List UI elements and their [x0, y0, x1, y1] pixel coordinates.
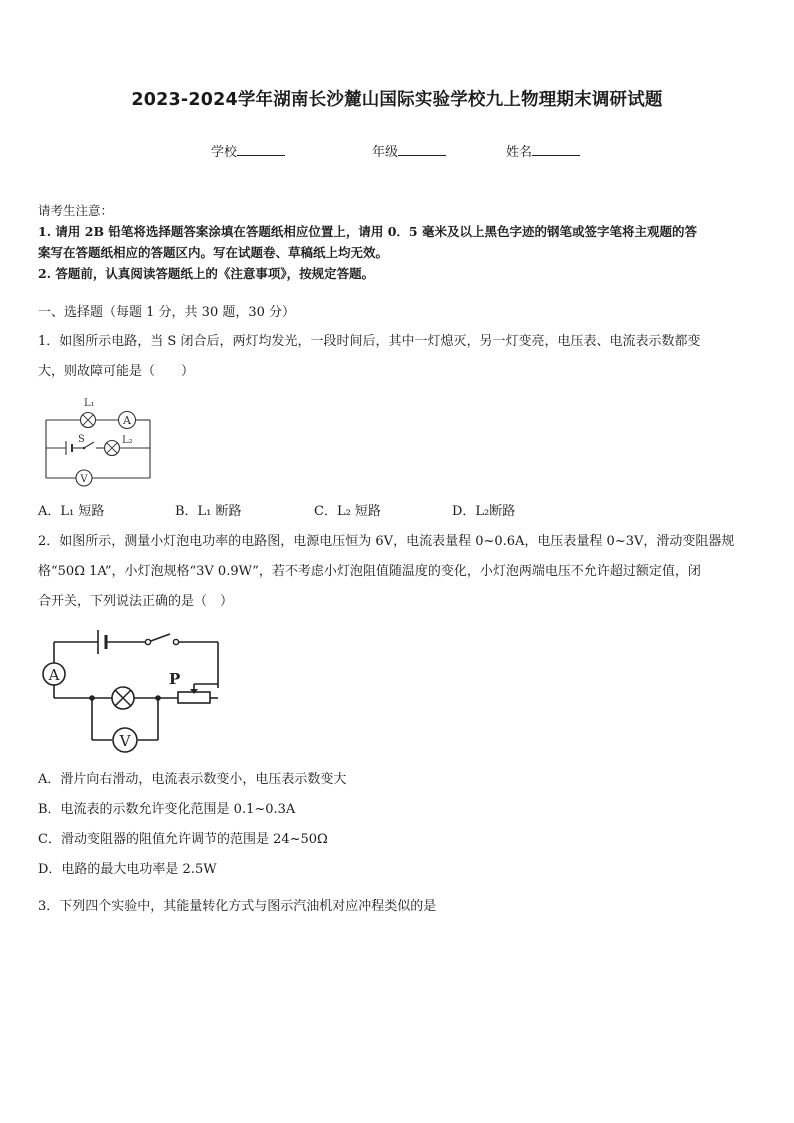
q2-junction-right-icon: [155, 695, 161, 701]
exam-notice: [38, 200, 758, 284]
q2-line-3: 合开关，下列说法正确的是（ ）: [38, 594, 234, 609]
q2-battery-icon: [98, 630, 106, 654]
q2-slider-label: P: [169, 670, 181, 688]
q2-voltmeter-label: V: [119, 732, 131, 750]
q3-line-1: 3．下列四个实验中，其能量转化方式与图示汽油机对应冲程类似的是: [38, 899, 437, 914]
q2-stem: [38, 527, 758, 617]
q3-stem: [38, 892, 758, 922]
section-1-heading: 一、选择题（每题 1 分，共 30 题，30 分）: [38, 305, 296, 320]
q2-line-2: 格“50Ω 1A”，小灯泡规格“3V 0.9W”，若不考虑小灯泡阻值随温度的变化，小灯泡两端电压不允许超过额定值，闭: [38, 564, 701, 579]
notice-item-1-line-1: 1. 请用 2B 铅笔将选择题答案涂填在答题纸相应位置上，请用 0．5 毫米及以上黑色字迹的钢笔或签字笔将主观题的答: [38, 224, 697, 239]
q1-line-2: 大，则故障可能是（ ）: [38, 364, 195, 379]
q1-ammeter-label: A: [123, 414, 131, 427]
q2-switch-icon: [145, 639, 178, 644]
q1-lamp-l2-icon: [105, 441, 120, 456]
q2-line-1: 2．如图所示，测量小灯泡电功率的电路图，电源电压恒为 6V，电流表量程 0~0.6A，电压表量程 0~3V，滑动变阻器规: [38, 534, 735, 549]
q1-option-b: B．L₁ 断路: [175, 504, 242, 519]
q1-line-1: 1．如图所示电路，当 S 闭合后，两灯均发光，一段时间后，其中一灯熄灭，另一灯变亮，电压表、电流表示数都变: [38, 334, 701, 349]
page-title: 2023-2024学年湖南长沙麓山国际实验学校九上物理期末调研试题: [131, 90, 663, 110]
q1-battery-icon: [66, 441, 72, 455]
q2-lamp-icon: [112, 687, 134, 709]
q1-switch-label: S: [78, 434, 85, 445]
q1-lamp-l1-icon: [81, 413, 96, 428]
notice-item-2: 2. 答题前，认真阅读答题纸上的《注意事项》，按规定答题。: [38, 266, 375, 281]
q2-options: [38, 765, 758, 885]
q1-option-c: C．L₂ 短路: [314, 504, 381, 519]
grade-label: 年级: [372, 145, 399, 160]
school-blank: [237, 143, 285, 156]
school-field: [211, 141, 285, 160]
q2-option-a: A．滑片向右滑动，电流表示数变小，电压表示数变大: [38, 772, 347, 787]
q2-junction-left-icon: [89, 695, 95, 701]
q1-lamp-l2-label: L₂: [122, 435, 133, 446]
q2-ammeter-label: A: [48, 666, 60, 684]
q2-circuit-diagram: [38, 626, 228, 756]
q1-option-a: A．L₁ 短路: [38, 504, 105, 519]
q1-switch-icon: [83, 447, 86, 450]
q1-voltmeter-label: V: [80, 474, 88, 485]
q2-option-c: C．滑动变阻器的阻值允许调节的范围是 24~50Ω: [38, 832, 328, 847]
name-blank: [532, 143, 580, 156]
q1-option-d: D．L₂断路: [452, 504, 516, 519]
grade-blank: [398, 143, 446, 156]
name-label: 姓名: [506, 145, 533, 160]
q2-option-b: B．电流表的示数允许变化范围是 0.1~0.3A: [38, 802, 296, 817]
notice-heading: 请考生注意：: [38, 203, 114, 218]
q1-lamp-l1-label: L₁: [84, 398, 95, 409]
grade-field: [372, 141, 446, 160]
q2-option-d: D．电路的最大电功率是 2.5W: [38, 862, 217, 877]
school-label: 学校: [211, 145, 238, 160]
name-field: [506, 141, 580, 160]
q1-stem: [38, 327, 758, 387]
notice-item-1-line-2: 案写在答题纸相应的答题区内。写在试题卷、草稿纸上均无效。: [38, 245, 389, 260]
q1-circuit-diagram: [38, 392, 156, 488]
